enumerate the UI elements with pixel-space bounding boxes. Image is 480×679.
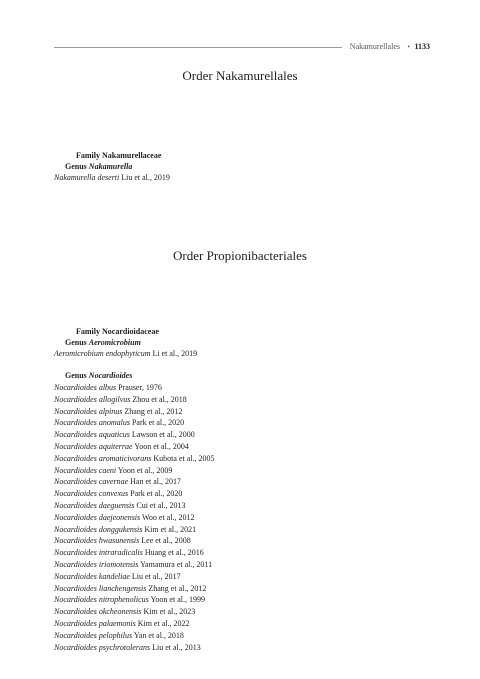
species-author: Woo et al., 2012: [142, 512, 195, 522]
species-entry: [54, 512, 215, 524]
genus-prefix: Genus: [65, 338, 87, 347]
species-entry: [54, 172, 170, 183]
running-head-section: Nakamurellales: [349, 42, 400, 51]
species-name: Nocardioides kandeliae: [54, 571, 130, 581]
running-head-separator: •: [407, 43, 410, 51]
species-author: Liu et al., 2017: [131, 571, 181, 581]
species-author: Kim et al., 2022: [137, 618, 190, 628]
species-author: Li et al., 2019: [152, 349, 198, 358]
species-author: Kubota et al., 2005: [153, 453, 215, 463]
nocardioides-species-list: [54, 382, 215, 653]
species-entry: [54, 394, 215, 406]
species-name: Nocardioides intraradicalis: [54, 548, 143, 558]
species-author: Yan et al., 2018: [133, 630, 184, 640]
species-entry: [54, 382, 215, 394]
species-author: Yoon et al., 2009: [117, 465, 173, 475]
species-entry: [54, 429, 215, 441]
species-author: Zhang et al., 2012: [124, 406, 183, 416]
species-name: Nocardioides albus: [54, 383, 117, 392]
genus-heading-nakamurella: [65, 161, 132, 172]
species-author: Han et al., 2017: [130, 477, 182, 487]
species-author: Liu et al., 2019: [121, 173, 170, 182]
species-name: Nocardioides allogilvus: [54, 394, 131, 404]
species-name: Nocardioides okcheonensis: [54, 607, 142, 617]
species-name: Nocardioides daeguensis: [54, 500, 135, 510]
species-entry: [54, 476, 215, 488]
species-author: Kim et al., 2023: [143, 607, 196, 617]
species-name: Nocardioides donggukensis: [54, 524, 143, 534]
species-author: Zhou et al., 2018: [132, 394, 187, 404]
genus-heading-nocardioides: [65, 370, 132, 381]
species-author: Huang et al., 2016: [144, 548, 204, 558]
species-name: Nocardioides psychrotolerans: [54, 642, 151, 652]
species-entry: [54, 465, 215, 477]
page-number: 1133: [414, 42, 430, 51]
species-entry: [54, 453, 215, 465]
order-title-nakamurellales: Order Nakamurellales: [182, 68, 298, 83]
species-author: Lee et al., 2008: [141, 536, 191, 546]
species-entry: [54, 441, 215, 453]
species-entry: [54, 535, 215, 547]
species-entry: [54, 618, 215, 630]
species-entry: [54, 488, 215, 500]
species-name: Nocardioides nitrophenolicus: [54, 595, 149, 605]
species-author: Yoon et al., 2004: [134, 441, 189, 451]
family-heading-nocardioidaceae: Family Nocardioidaceae: [76, 327, 159, 336]
species-author: Kim et al., 2021: [144, 524, 197, 534]
species-name: Nocardioides pelophilus: [54, 630, 133, 640]
order-title-propionibacteriales: Order Propionibacteriales: [173, 248, 307, 263]
species-name: Nocardioides anomalus: [54, 418, 130, 428]
species-name: Nakamurella deserti: [54, 173, 120, 182]
species-author: Lawson et al., 2000: [131, 430, 195, 440]
species-name: Nocardioides hwasunensis: [54, 536, 140, 546]
genus-prefix: Genus: [65, 162, 87, 171]
species-author: Prauser, 1976: [118, 383, 162, 392]
species-name: Nocardioides aromaticivorans: [54, 453, 152, 463]
species-name: Nocardioides alpinus: [54, 406, 123, 416]
species-author: Cui et al., 2013: [136, 500, 186, 510]
species-author: Park et al., 2020: [130, 489, 183, 499]
species-entry: [54, 417, 215, 429]
species-author: Yoon et al., 1999: [150, 595, 205, 605]
species-entry: [54, 559, 215, 571]
genus-heading-aeromicrobium: [65, 337, 141, 348]
species-author: Liu et al., 2013: [152, 642, 201, 652]
genus-name: Nakamurella: [88, 162, 133, 171]
species-name: Nocardioides aquiterrae: [54, 441, 133, 451]
genus-prefix: Genus: [65, 371, 87, 380]
species-name: Nocardioides convexus: [54, 489, 129, 499]
species-entry: [54, 524, 215, 536]
species-entry: [54, 406, 215, 418]
species-entry: [54, 630, 215, 642]
species-author: Park et al., 2020: [131, 418, 185, 428]
species-name: Nocardioides palaemonis: [54, 618, 136, 628]
species-name: Aeromicrobium endophyticum: [54, 349, 151, 358]
species-name: Nocardioides lianchengensis: [54, 583, 147, 593]
family-heading-nakamurellaceae: Family Nakamurellaceae: [76, 151, 162, 160]
genus-name: Nocardioides: [88, 371, 133, 380]
genus-name: Aeromicrobium: [88, 338, 141, 347]
species-entry: [54, 606, 215, 618]
species-name: Nocardioides cavernae: [54, 477, 129, 487]
running-head: [54, 41, 430, 53]
species-name: Nocardioides caeni: [54, 465, 117, 475]
species-author: Zhang et al., 2012: [148, 583, 207, 593]
species-name: Nocardioides daejeonensis: [54, 512, 141, 522]
species-entry: [54, 642, 215, 654]
species-entry: [54, 547, 215, 559]
species-entry: [54, 500, 215, 512]
species-entry: [54, 594, 215, 606]
species-name: Nocardioides aquaticus: [54, 430, 130, 440]
species-entry: [54, 571, 215, 583]
species-author: Yamamura et al., 2011: [140, 559, 213, 569]
species-name: Nocardioides iriomotensis: [54, 559, 139, 569]
species-entry: [54, 348, 197, 359]
header-rule: [54, 47, 342, 48]
species-entry: [54, 583, 215, 595]
